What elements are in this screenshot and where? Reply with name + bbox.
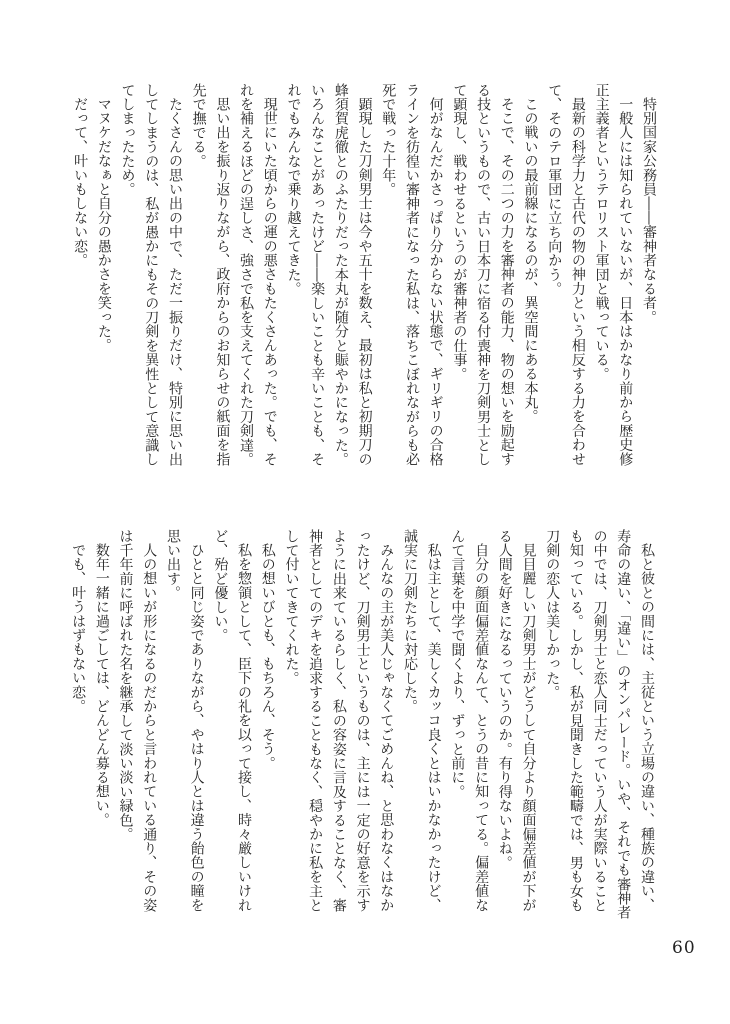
paragraph: 見目麗しい刀剣男士がどうして自分より顔面偏差値が下がる人間を好きになるっていうのか。有り得ないよね。 <box>496 529 537 913</box>
upper-text-section <box>67 83 660 477</box>
paragraph: 数年一緒に過ごしては、どんどん募る想い。 <box>93 543 110 827</box>
paragraph: 現世にいた頃からの運の悪さもたくさんあった。でも、それを補えるほどの逞しさ、強さで私を支えてくれた刀剣達。 <box>238 83 278 467</box>
paragraph: ひとと同じ姿でありながら、やはり人とは違う飴色の瞳を思い出す。 <box>164 529 205 913</box>
paragraph: たくさんの思い出の中で、ただ一振りだけ、特別に思い出してしまうのは、私が愚かにもその刀剣を異性として意識してしまったため。 <box>119 83 183 467</box>
paragraph: 特別国家公務員――審神者なる者。 <box>641 97 657 325</box>
paragraph: 私の想いびとも、もちろん、そう。 <box>259 543 276 771</box>
paragraph: 最新の科学力と古代の物の神力という相反する力を合わせて、そのテロ軍団に立ち向かう。 <box>546 83 586 467</box>
paragraph: 自分の顔面偏差値なんて、とうの昔に知ってる。偏差値なんて言葉を中学で聞くより、ずっと前に。 <box>449 529 490 913</box>
paragraph: マヌケだなぁと自分の愚かさを笑った。 <box>95 97 112 353</box>
paragraph: でも、叶うはずもない恋。 <box>70 543 87 714</box>
paragraph: 何がなんだかさっぱり分からない状態で、ギリギリの合格ラインを彷徨い審神者になった私は、落ちこぼれながらも必死で戦った十年。 <box>380 83 444 467</box>
paragraph: 顕現した刀剣男士は今や五十を数え、最初は私と初期刀の蜂須賀虎徹とのふたりだった本丸が随分と賑やかになった。いろんなことがあったけど――楽しいことも辛いことも、それでもみんなで乗り越えてきた。 <box>285 83 373 467</box>
lower-text-section <box>65 529 658 923</box>
paragraph: 人の想いが形になるのだからと言われている通り、その姿は千年前に呼ばれた名を継承して淡い淡い緑色。 <box>117 529 158 913</box>
paragraph: 私と彼との間には、主従という立場の違い、種族の違い、寿命の違い、「違い」のオンパレード。いや、それでも審神者の中では、刀剣男士と恋人同士だっていう人が実際いることも知っている。しかし、私が見聞きした範疇では、男も女も刀剣の恋人は美しかった。 <box>544 529 655 920</box>
paragraph: だって、叶いもしない恋。 <box>72 97 89 268</box>
paragraph: そこで、その二つの力を審神者の能力、物の想いを励起する技というもので、古い日本刀に宿る付喪神を刀剣男士として顕現し、戦わせるというのが審神者の仕事。 <box>451 83 515 467</box>
paragraph: 一般人には知られていないが、日本はかなり前から歴史修正主義者というテロリスト軍団と戦っている。 <box>593 83 634 467</box>
paragraph: 思い出を振り返りながら、政府からのお知らせの紙面を指先で撫でる。 <box>190 83 231 467</box>
paragraph: 私は主として、美しくカッコ良くとはいかなかったけど、誠実に刀剣たちに対応した。 <box>401 529 442 913</box>
paragraph: みんなの主が美人じゃなくてごめんね、と思わなくはなかったけど、刀剣男士というものは、主には一定の好意を示すように出来ているらしく、私の容姿に言及することなく、審神者としてのデキを追求することもなく、穏やかに私を主として付いてきてくれた。 <box>283 529 395 913</box>
paragraph: この戦いの最前線になるのが、異空間にある本丸。 <box>522 97 539 424</box>
paragraph: 私を惣領として、臣下の礼を以って接し、時々厳しいけれど、殆ど優しい。 <box>212 529 253 913</box>
page-number: 60 <box>672 938 696 958</box>
